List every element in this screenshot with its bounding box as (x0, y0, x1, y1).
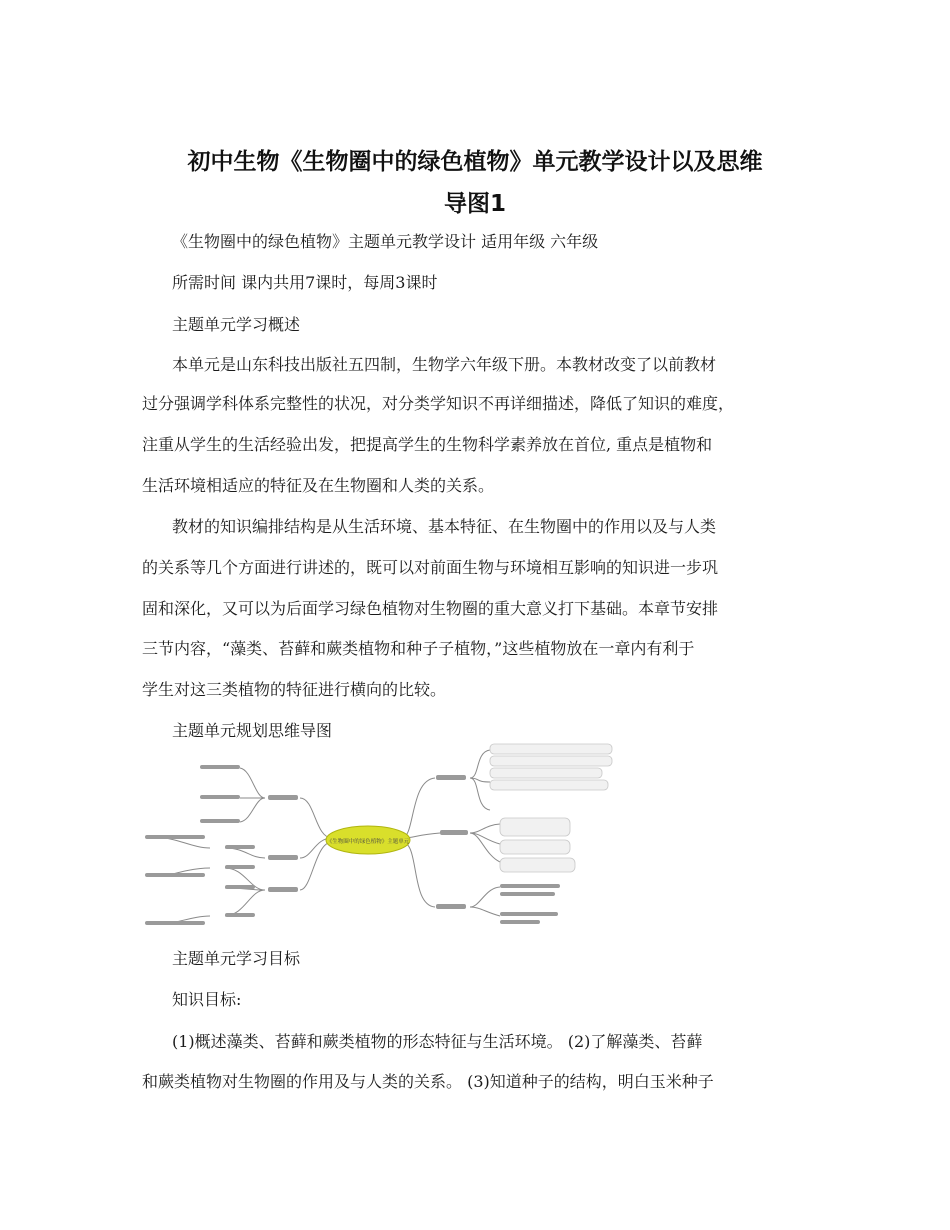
document-title-line-1: 初中生物《生物圈中的绿色植物》单元教学设计以及思维 (187, 149, 763, 175)
overview-paragraph-2-line: 固和深化，又可以为后面学习绿色植物对生物圈的重大意义打下基础。本章节安排 (142, 599, 719, 618)
overview-paragraph-1-line: 注重从学生的生活经验出发，把提高学生的生物科学素养放在首位, 重点是植物和 (142, 435, 713, 454)
overview-paragraph-2-line: 三节内容，“藻类、苔藓和蕨类植物和种子子植物，”这些植物放在一章内有利于 (142, 639, 695, 658)
overview-paragraph-2-line: 学生对这三类植物的特征进行横向的比较。 (142, 680, 447, 699)
required-time-line: 所需时间 课内共用7课时，每周3课时 (172, 273, 438, 292)
overview-paragraph-2-line: 的关系等几个方面进行讲述的，既可以对前面生物与环境相互影响的知识进一步巩 (142, 558, 719, 577)
document-title-line-2: 导图1 (443, 191, 506, 217)
overview-paragraph-1-line: 生活环境相适应的特征及在生物圈和人类的关系。 (142, 476, 495, 495)
mindmap-figure (140, 740, 620, 932)
knowledge-goals-heading: 知识目标: (172, 990, 242, 1009)
mindmap-center-node-label: 《生物圈中的绿色植物》主题单元 (326, 839, 410, 845)
overview-paragraph-2-line: 教材的知识编排结构是从生活环境、基本特征、在生物圈中的作用以及与人类 (172, 517, 717, 536)
overview-paragraph-1-line: 本单元是山东科技出版社五四制，生物学六年级下册。本教材改变了以前教材 (172, 355, 717, 374)
learning-goals-heading: 主题单元学习目标 (172, 949, 301, 968)
overview-heading: 主题单元学习概述 (172, 315, 301, 334)
overview-paragraph-1-line: 过分强调学科体系完整性的状况，对分类学知识不再详细描述，降低了知识的难度， (142, 394, 735, 413)
knowledge-goals-line: (1)概述藻类、苔藓和蕨类植物的形态特征与生活环境。 (2)了解藻类、苔藓 (172, 1032, 703, 1051)
knowledge-goals-line: 和蕨类植物对生物圈的作用及与人类的关系。 (3)知道种子的结构，明白玉米种子 (142, 1072, 714, 1091)
subject-grade-line: 《生物圈中的绿色植物》主题单元教学设计 适用年级 六年级 (172, 232, 599, 251)
mindmap-heading: 主题单元规划思维导图 (172, 721, 333, 740)
